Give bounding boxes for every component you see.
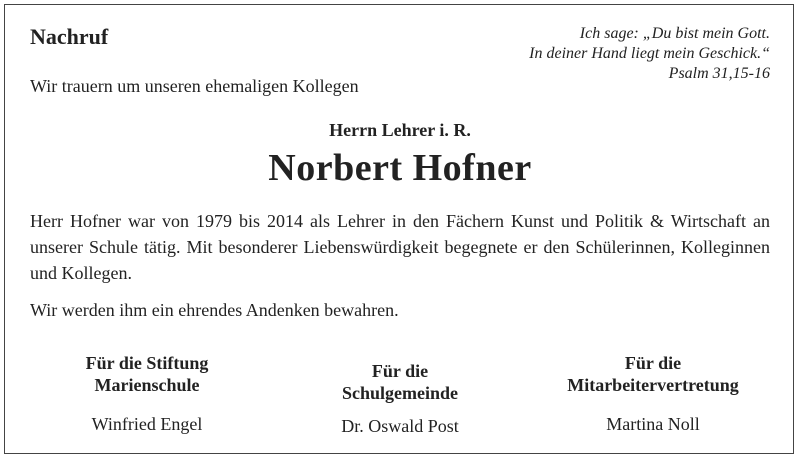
signatory-org-line-2: Mitarbeitervertretung: [567, 375, 739, 395]
notice-heading: Nachruf: [30, 24, 109, 49]
signatory-org: [533, 352, 773, 400]
quote-line-1: Ich sage: „Du bist mein Gott.: [579, 25, 770, 42]
signatory-org: [27, 352, 267, 400]
signatory-org: [280, 356, 520, 404]
signatory-staff-council: [533, 352, 773, 435]
signatory-person: Dr. Oswald Post: [341, 416, 459, 436]
deceased-name: Norbert Hofner: [268, 147, 532, 189]
signatory-org-line-2: Marienschule: [94, 375, 200, 395]
signatory-org-line-1: Für die: [624, 353, 682, 373]
closing-line: Wir werden ihm ein ehrendes Andenken bewahren.: [30, 300, 399, 320]
signatory-org-line-1: Für die: [371, 361, 429, 381]
signatory-org-line-1: Für die Stiftung: [85, 353, 209, 373]
bible-quote: [529, 24, 770, 84]
quote-line-2: In deiner Hand liegt mein Geschick.“: [529, 45, 770, 62]
signatory-person: Martina Noll: [606, 414, 700, 434]
obituary-text: Herr Hofner war von 1979 bis 2014 als Lehrer in den Fächern Kunst und Politik & Wirtschaft an unserer Schule tätig. Mit besonderer Liebenswürdigkeit begegnete er den Schülerinnen, Kolleginnen und Kollegen.: [30, 211, 770, 283]
honorific: Herrn Lehrer i. R.: [329, 120, 471, 140]
signatory-org-line-2: Schulgemeinde: [341, 383, 458, 403]
signatory-school-community: [280, 356, 520, 437]
signatory-person: Winfried Engel: [91, 414, 203, 434]
signatory-foundation: [27, 352, 267, 435]
quote-reference: Psalm 31,15-16: [668, 65, 770, 82]
intro-line: Wir trauern um unseren ehemaligen Kollegen: [30, 76, 359, 96]
